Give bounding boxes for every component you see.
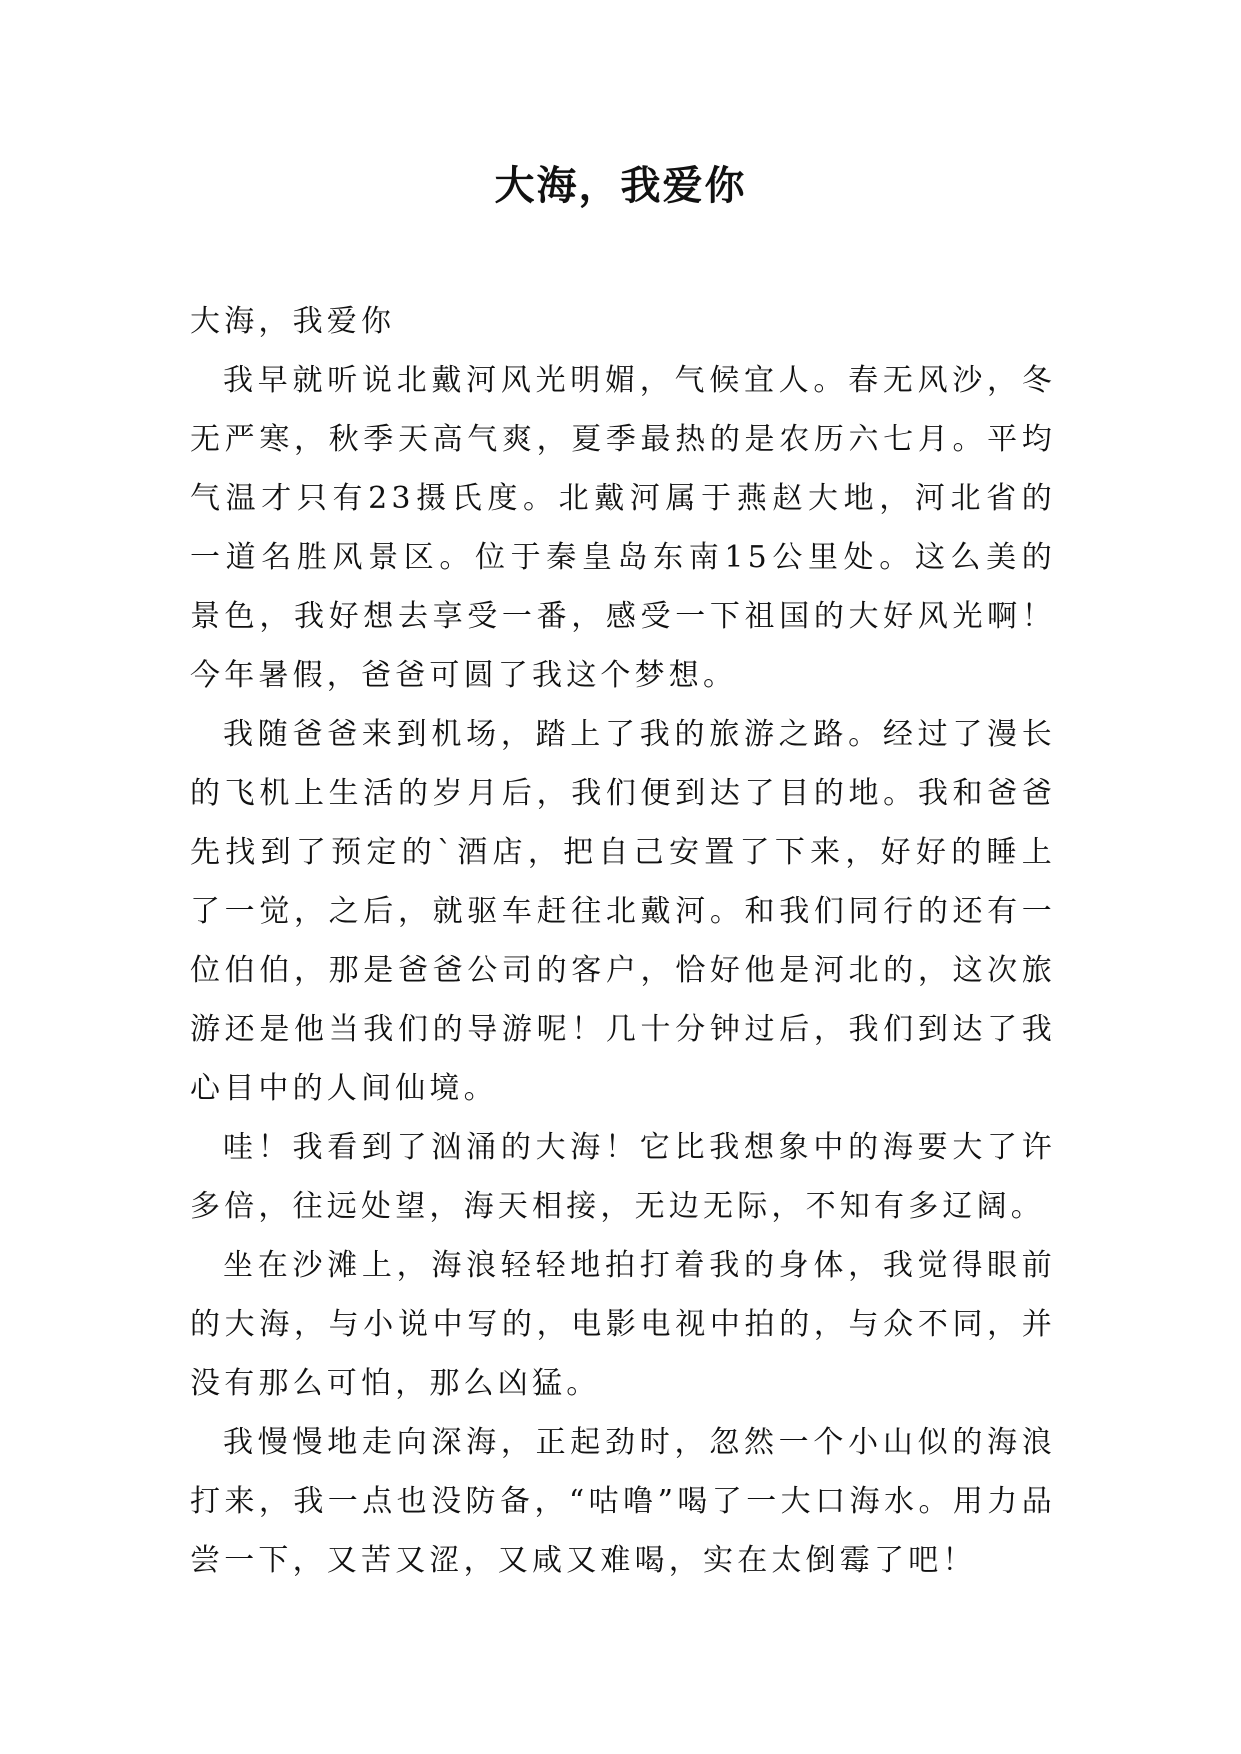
paragraph: 我随爸爸来到机场，踏上了我的旅游之路。经过了漫长的飞机上生活的岁月后，我们便到达了目的地。我和爸爸先找到了预定的`酒店，把自己安置了下来，好好的睡上了一觉，之后，就驱车赶往北戴河。和我们同行的还有一位伯伯，那是爸爸公司的客户，恰好他是河北的，这次旅游还是他当我们的导游呢！几十分钟过后，我们到达了我心目中的人间仙境。 (190, 717, 1056, 1106)
document-body (190, 292, 1056, 1590)
document-title: 大海，我爱你 (494, 163, 747, 209)
paragraph: 哇！我看到了汹涌的大海！它比我想象中的海要大了许多倍，往远处望，海天相接，无边无际，不知有多辽阔。 (190, 1130, 1056, 1224)
paragraph: 我早就听说北戴河风光明媚，气候宜人。春无风沙，冬无严寒，秋季天高气爽，夏季最热的是农历六七月。平均气温才只有23摄氏度。北戴河属于燕赵大地，河北省的一道名胜风景区。位于秦皇岛东南15公里处。这么美的景色，我好想去享受一番，感受一下祖国的大好风光啊！今年暑假，爸爸可圆了我这个梦想。 (190, 363, 1056, 693)
paragraph: 我慢慢地走向深海，正起劲时，忽然一个小山似的海浪打来，我一点也没防备，“咕噜”喝了一大口海水。用力品尝一下，又苦又涩，又咸又难喝，实在太倒霉了吧！ (190, 1425, 1056, 1578)
paragraph-heading: 大海，我爱你 (190, 304, 396, 339)
paragraph: 坐在沙滩上，海浪轻轻地拍打着我的身体，我觉得眼前的大海，与小说中写的，电影电视中拍的，与众不同，并没有那么可怕，那么凶猛。 (190, 1248, 1056, 1401)
